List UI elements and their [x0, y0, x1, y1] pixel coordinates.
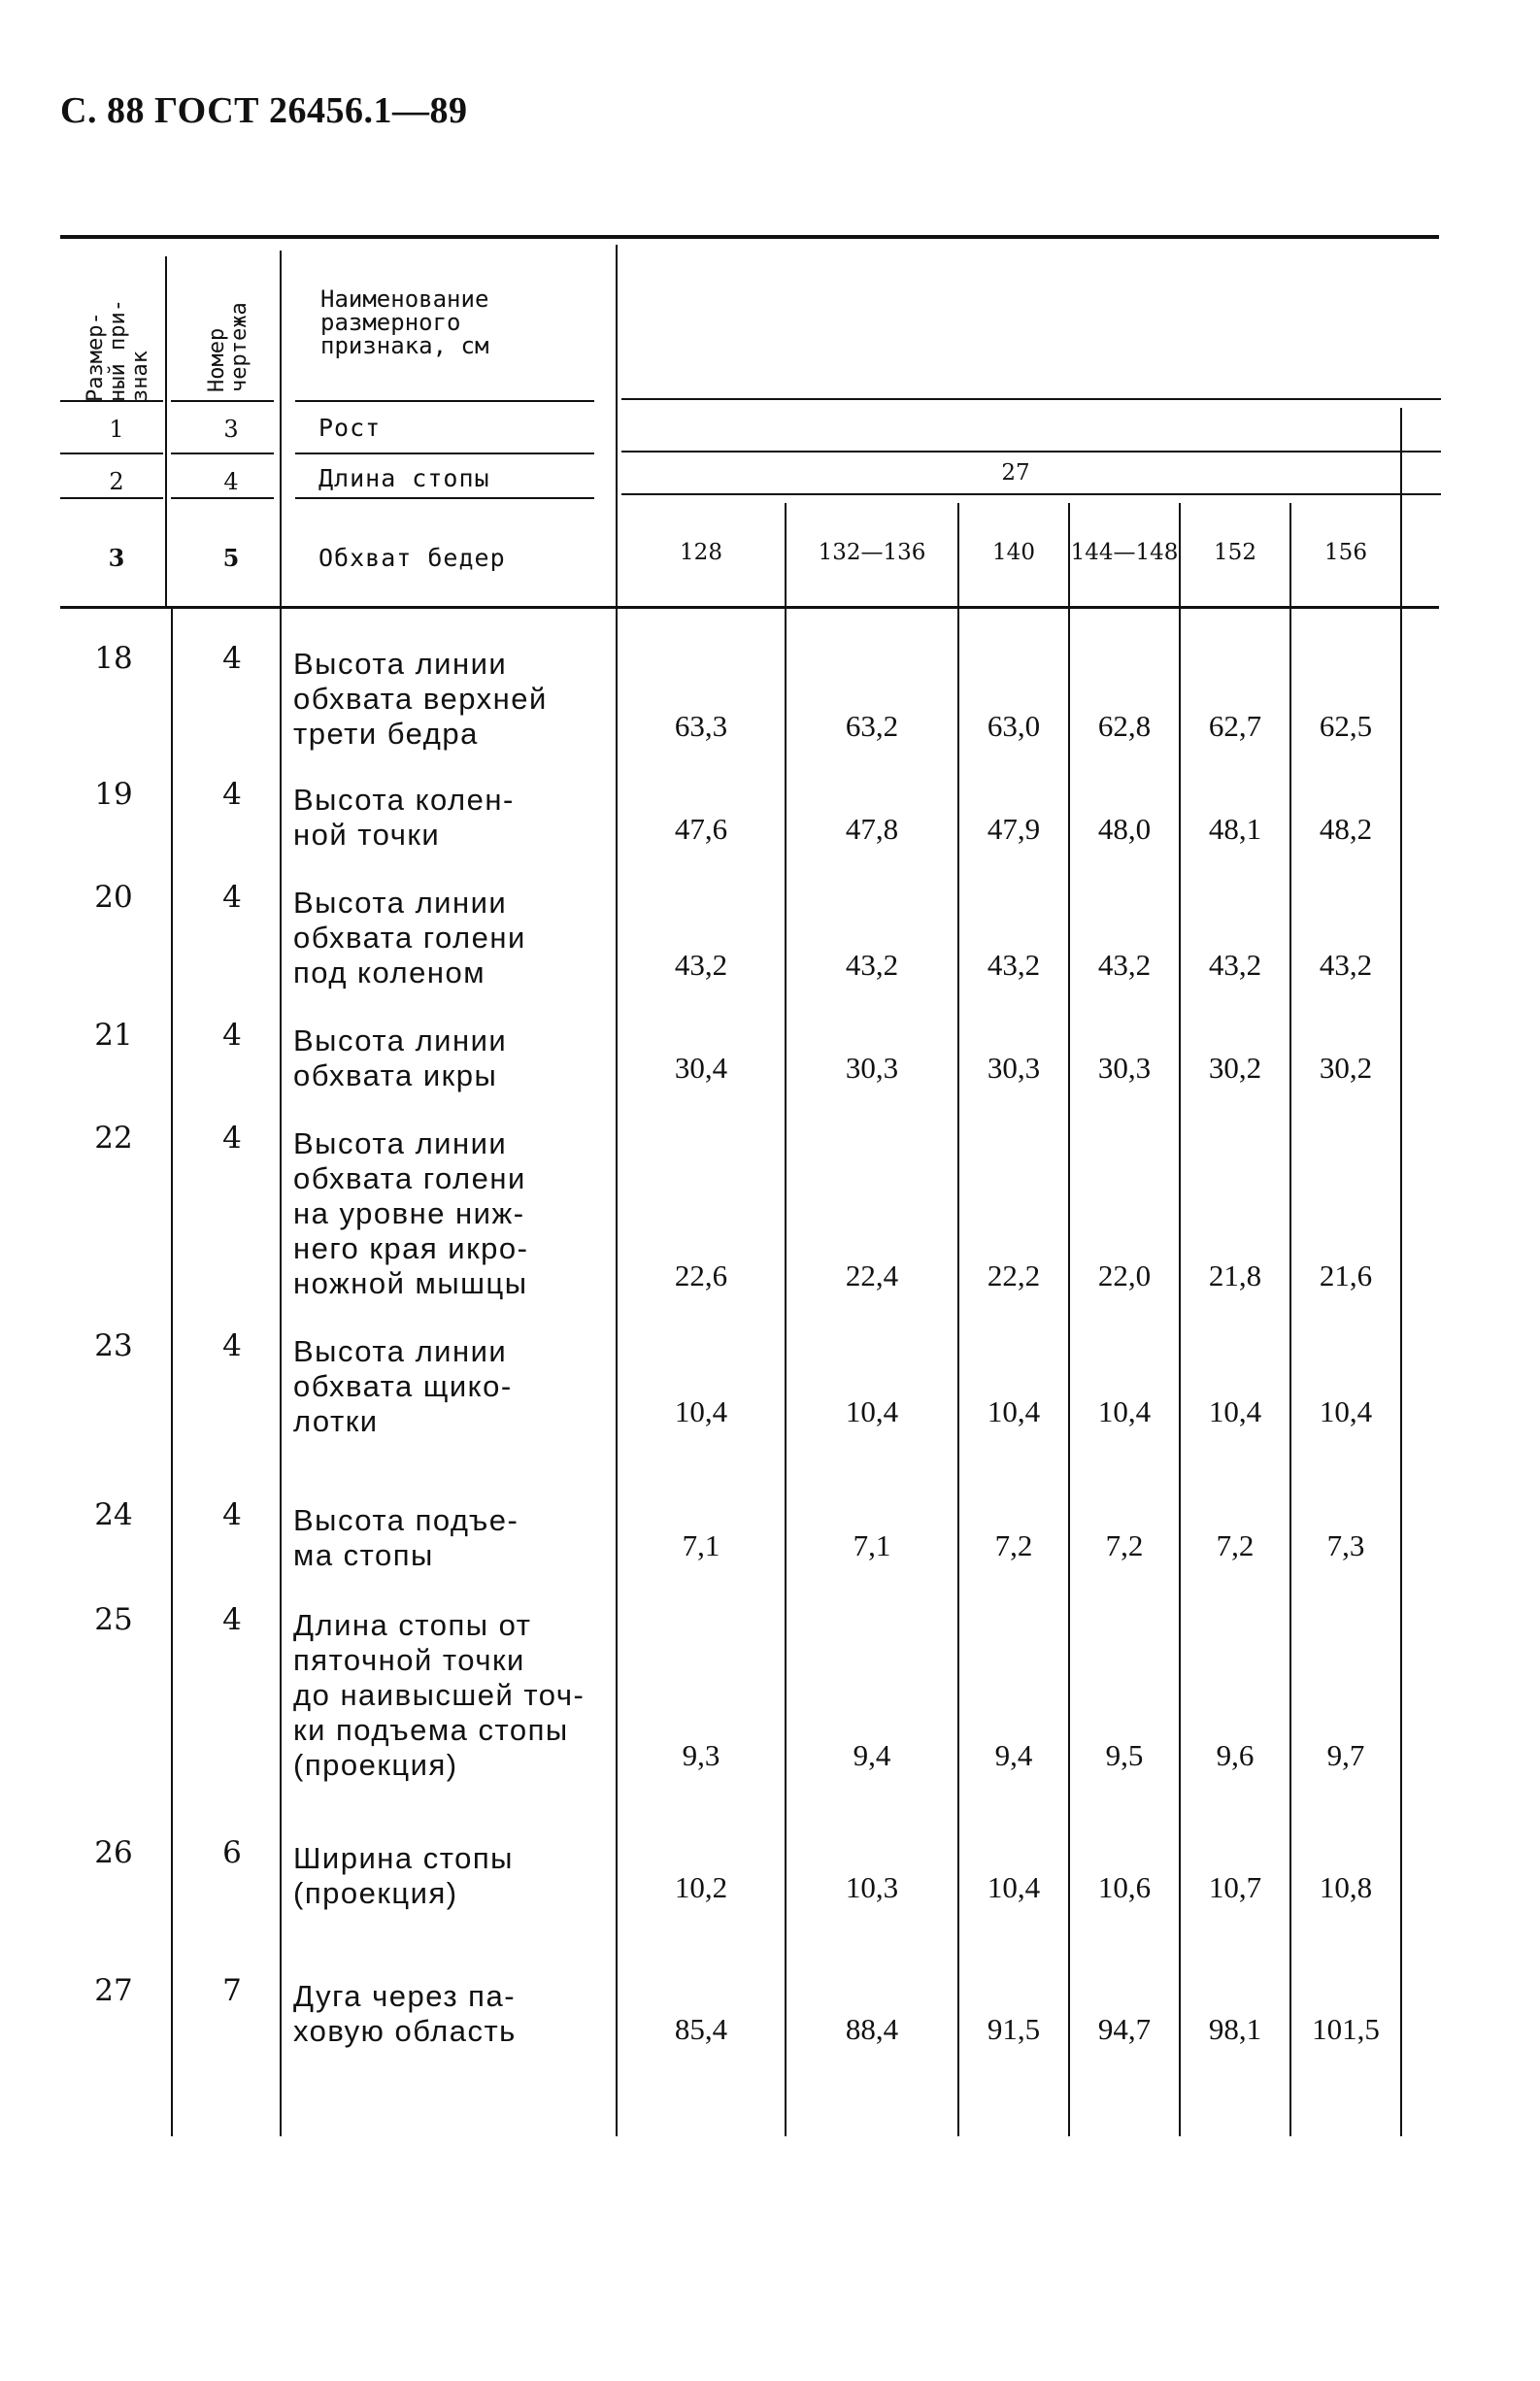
table-cell: 43,2 [845, 948, 899, 982]
table-cell: 9,3 [682, 1738, 720, 1772]
page-header: С. 88 ГОСТ 26456.1—89 [60, 90, 468, 131]
row-number: 25 [94, 1602, 133, 1637]
column-divider [171, 609, 173, 2136]
header-rule [171, 453, 274, 454]
table-cell: 9,4 [853, 1738, 891, 1772]
feature-name: Высота линии обхвата икры [293, 1023, 508, 1092]
table-cell: 10,4 [1097, 1394, 1152, 1428]
table-cell: 43,2 [1097, 948, 1152, 982]
table-cell: 88,4 [845, 2012, 899, 2046]
hip-girth-value: 156 [1324, 540, 1367, 565]
feature-name: Высота колен- ной точки [293, 783, 515, 852]
table-cell: 63,3 [674, 709, 728, 743]
feature-name: Ширина стопы (проекция) [293, 1841, 514, 1910]
table-cell: 7,2 [1105, 1528, 1144, 1562]
row-number: 23 [94, 1328, 133, 1363]
table-cell: 62,8 [1097, 709, 1152, 743]
row-drawing-number: 4 [222, 1497, 242, 1532]
row-drawing-number: 6 [222, 1835, 242, 1870]
row-number: 19 [94, 777, 133, 812]
header-rule [621, 398, 1441, 400]
column-divider [1400, 408, 1402, 2136]
hip-girth-value: 144—148 [1070, 540, 1179, 565]
header-row-drawing: 4 [223, 468, 239, 495]
foot-length-value: 27 [1001, 460, 1030, 486]
table-cell: 9,6 [1216, 1738, 1255, 1772]
feature-name: Дуга через па- ховую область [293, 1979, 517, 2048]
row-number: 24 [94, 1497, 133, 1532]
table-cell: 9,7 [1326, 1738, 1365, 1772]
row-number: 27 [94, 1973, 133, 2008]
feature-name: Высота линии обхвата щико- лотки [293, 1334, 513, 1438]
feature-name: Длина стопы от пяточной точки до наивысшей точ- ки подъема стопы (проекция) [293, 1608, 586, 1782]
table-cell: 30,4 [674, 1051, 728, 1085]
row-number: 21 [94, 1018, 133, 1053]
header-rule [60, 497, 163, 499]
table-top-rule [60, 235, 1439, 239]
column-divider [280, 251, 282, 2136]
table-cell: 48,2 [1319, 812, 1373, 846]
header-rule [621, 493, 1441, 495]
header-row-drawing: 5 [222, 544, 240, 572]
table-cell: 10,4 [987, 1870, 1041, 1904]
column-divider [165, 256, 167, 606]
table-cell: 63,0 [987, 709, 1041, 743]
table-cell: 47,6 [674, 812, 728, 846]
table-cell: 91,5 [987, 2012, 1041, 2046]
row-drawing-number: 4 [222, 1018, 242, 1053]
table-cell: 30,3 [845, 1051, 899, 1085]
row-number: 18 [94, 641, 133, 676]
table-cell: 10,3 [845, 1870, 899, 1904]
table-cell: 63,2 [845, 709, 899, 743]
table-cell: 30,2 [1208, 1051, 1262, 1085]
row-drawing-number: 4 [222, 1121, 242, 1156]
header-row-label-height: Рост [318, 414, 382, 442]
table-cell: 48,0 [1097, 812, 1152, 846]
table-cell: 10,4 [674, 1394, 728, 1428]
header-rule [295, 400, 594, 402]
table-cell: 7,2 [994, 1528, 1033, 1562]
table-cell: 7,3 [1326, 1528, 1365, 1562]
table-cell: 30,2 [1319, 1051, 1373, 1085]
row-drawing-number: 4 [222, 777, 242, 812]
table-cell: 43,2 [987, 948, 1041, 982]
header-rule [171, 400, 274, 402]
row-drawing-number: 4 [222, 1602, 242, 1637]
table-cell: 10,2 [674, 1870, 728, 1904]
header-row-drawing: 3 [223, 416, 239, 443]
row-drawing-number: 4 [222, 641, 242, 676]
table-cell: 10,6 [1097, 1870, 1152, 1904]
table-cell: 10,4 [1319, 1394, 1373, 1428]
table-cell: 85,4 [674, 2012, 728, 2046]
table-cell: 21,6 [1319, 1258, 1373, 1292]
table-cell: 10,4 [845, 1394, 899, 1428]
table-cell: 22,4 [845, 1258, 899, 1292]
header-size-feature: Размер- ный при- знак [84, 299, 152, 402]
row-number: 20 [94, 880, 133, 915]
table-cell: 10,4 [987, 1394, 1041, 1428]
hip-girth-value: 152 [1214, 540, 1256, 565]
header-row-label-foot-length: Длина стопы [318, 464, 490, 492]
header-feature-name: Наименование размерного признака, см [320, 285, 489, 359]
table-cell: 7,2 [1216, 1528, 1255, 1562]
table-cell: 62,7 [1208, 709, 1262, 743]
header-bottom-rule [60, 606, 1439, 609]
table-cell: 7,1 [853, 1528, 891, 1562]
table-cell: 10,7 [1208, 1870, 1262, 1904]
table-cell: 47,8 [845, 812, 899, 846]
table-cell: 30,3 [1097, 1051, 1152, 1085]
header-row-label-hip-girth: Обхват бедер [318, 544, 506, 572]
table-cell: 7,1 [682, 1528, 720, 1562]
header-row-number: 3 [108, 544, 125, 572]
table-cell: 47,9 [987, 812, 1041, 846]
row-drawing-number: 4 [222, 1328, 242, 1363]
hip-girth-value: 140 [992, 540, 1035, 565]
table-cell: 43,2 [1319, 948, 1373, 982]
table-cell: 62,5 [1319, 709, 1373, 743]
table-cell: 94,7 [1097, 2012, 1152, 2046]
table-cell: 43,2 [674, 948, 728, 982]
column-divider [616, 245, 618, 2136]
table-cell: 22,2 [987, 1258, 1041, 1292]
hip-girth-value: 132—136 [818, 540, 926, 565]
header-rule [295, 453, 594, 454]
row-number: 26 [94, 1835, 133, 1870]
table-cell: 30,3 [987, 1051, 1041, 1085]
header-rule [621, 451, 1441, 453]
table-cell: 10,8 [1319, 1870, 1373, 1904]
table-cell: 22,0 [1097, 1258, 1152, 1292]
table-cell: 101,5 [1312, 2012, 1380, 2046]
table-cell: 21,8 [1208, 1258, 1262, 1292]
row-number: 22 [94, 1121, 133, 1156]
header-rule [295, 497, 594, 499]
feature-name: Высота подъе- ма стопы [293, 1503, 519, 1572]
feature-name: Высота линии обхвата голени на уровне ниж- него края икро- ножной мышцы [293, 1126, 529, 1300]
feature-name: Высота линии обхвата верхней трети бедра [293, 647, 548, 751]
table-cell: 98,1 [1208, 2012, 1262, 2046]
header-rule [60, 453, 163, 454]
hip-girth-value: 128 [680, 540, 722, 565]
table-cell: 43,2 [1208, 948, 1262, 982]
header-row-number: 1 [109, 416, 124, 443]
table-cell: 9,5 [1105, 1738, 1144, 1772]
row-drawing-number: 4 [222, 880, 242, 915]
table-cell: 10,4 [1208, 1394, 1262, 1428]
table-cell: 48,1 [1208, 812, 1262, 846]
table-cell: 9,4 [994, 1738, 1033, 1772]
header-rule [171, 497, 274, 499]
header-drawing-number: Номер чертежа [205, 302, 251, 392]
table-cell: 22,6 [674, 1258, 728, 1292]
header-row-number: 2 [109, 468, 124, 495]
row-drawing-number: 7 [222, 1973, 242, 2008]
feature-name: Высота линии обхвата голени под коленом [293, 886, 526, 989]
